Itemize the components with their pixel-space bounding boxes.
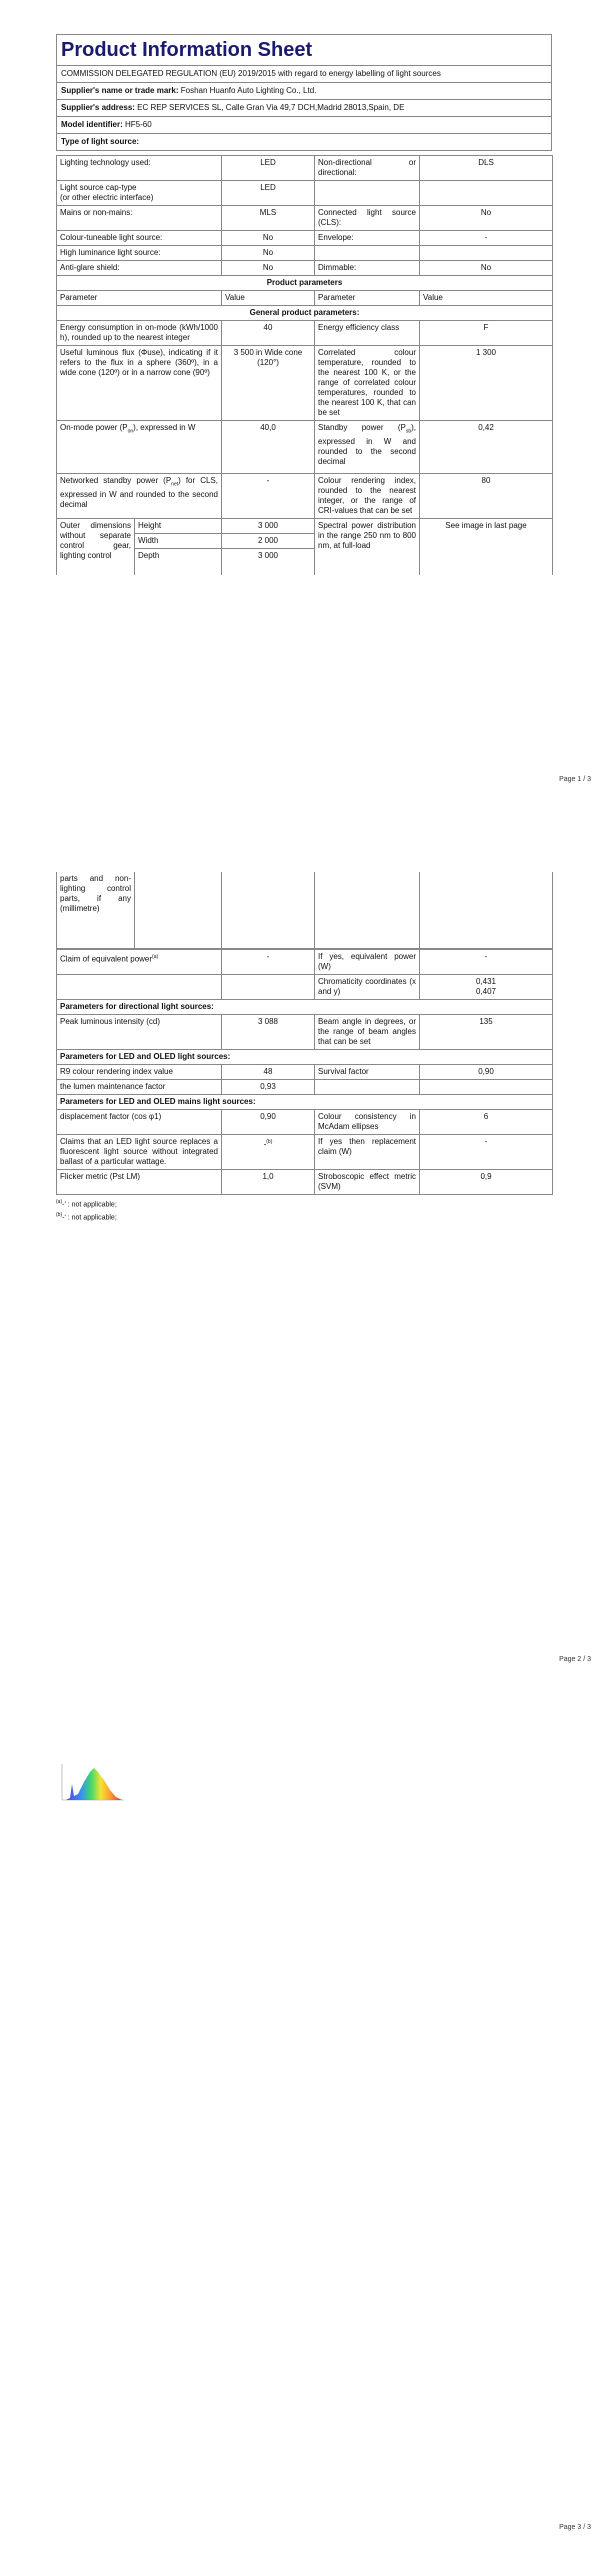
replacement-label: If yes then replacement claim (W) (315, 1135, 420, 1170)
standby-value: 0,42 (420, 421, 553, 474)
empty-cell (420, 181, 553, 206)
cap-type-line2: (or other electric interface) (60, 193, 154, 202)
table-row (57, 306, 553, 321)
claims-value (222, 1135, 315, 1170)
chromaticity-value (420, 975, 553, 1000)
beam-angle-label: Beam angle in degrees, or the range of beam angles that can be set (315, 1015, 420, 1050)
supplier-label: Supplier's name or trade mark: (61, 86, 179, 95)
dimmable-label: Dimmable: (315, 261, 420, 276)
page-number: Page 3 / 3 (559, 2524, 591, 2531)
depth-label: Depth (135, 549, 222, 576)
chromaticity-x: 0,431 (475, 977, 497, 986)
model-value: HF5-60 (125, 120, 152, 129)
tuneable-label: Colour-tuneable light source: (57, 231, 222, 246)
cls-value: No (420, 206, 553, 231)
spectrum-curve (66, 1768, 122, 1800)
table-row (57, 1015, 553, 1050)
on-mode-value: 40,0 (222, 421, 315, 474)
empty-cell (315, 1080, 420, 1095)
params-table-page2 (56, 949, 553, 1195)
cri-value: 80 (420, 474, 553, 519)
mains-label: Mains or non-mains: (57, 206, 222, 231)
standby-sub: sb (405, 428, 412, 435)
supplier-row (57, 83, 551, 100)
replacement-value: - (420, 1135, 553, 1170)
page-2-content (56, 872, 552, 1224)
efficiency-class-value: F (420, 321, 553, 346)
cap-type-line1: Light source cap-type (60, 183, 137, 192)
table-row (57, 1080, 553, 1095)
table-row (57, 231, 553, 246)
footnote-marker: (a) (56, 1199, 63, 1205)
type-table (56, 155, 553, 519)
cls-label: Connected light source (CLS): (315, 206, 420, 231)
on-mode-text-2: ), expressed in W (133, 423, 196, 432)
empty-cell (420, 1080, 553, 1095)
flux-value: 3 500 in Wide cone (120°) (222, 346, 315, 421)
footnote (56, 1197, 552, 1210)
mains-value: MLS (222, 206, 315, 231)
table-row (57, 421, 553, 474)
empty-cell (420, 872, 553, 949)
footnote-marker: (b) (56, 1212, 63, 1219)
equiv-power-label: If yes, equivalent power (W) (315, 950, 420, 975)
table-row (57, 1110, 553, 1135)
table-row (57, 950, 553, 975)
page-number: Page 2 / 3 (559, 1656, 591, 1663)
standby-text: Standby power (P (318, 423, 406, 432)
peak-label: Peak luminous intensity (cd) (57, 1015, 222, 1050)
empty-cell (420, 246, 553, 261)
spectral-distribution-graph (56, 1760, 126, 1806)
tech-label: Lighting technology used: (57, 156, 222, 181)
equiv-value: - (222, 950, 315, 975)
table-row (57, 156, 553, 181)
on-mode-sub: on (127, 428, 134, 435)
regulation-text: COMMISSION DELEGATED REGULATION (EU) 2019/2015 with regard to energy labelling of light sources (57, 66, 551, 83)
on-mode-text: On-mode power (P (60, 423, 128, 432)
table-row (57, 872, 553, 949)
cap-type-label (57, 181, 222, 206)
energy-label: Energy consumption in on-mode (kWh/1000 h), rounded up to the nearest integer (57, 321, 222, 346)
width-value: 2 000 (222, 534, 315, 549)
footnote (56, 1210, 552, 1223)
anti-glare-value: No (222, 261, 315, 276)
page-3 (0, 1720, 603, 2560)
table-row (57, 321, 553, 346)
table-row (57, 1000, 553, 1015)
model-row (57, 117, 551, 134)
empty-cell (135, 872, 222, 949)
r9-label: R9 colour rendering index value (57, 1065, 222, 1080)
table-row (57, 1095, 553, 1110)
envelope-value: - (420, 231, 553, 246)
table-row (57, 276, 553, 291)
networked-value: - (222, 474, 315, 519)
dimensions-table-part2 (56, 872, 553, 949)
flux-label: Useful luminous flux (Φuse), indicating if it refers to the flux in a sphere (360º), in a wide cone (120º) or in a narrow cone (90º) (57, 346, 222, 421)
page-title: Product Information Sheet (57, 35, 551, 66)
header-box (56, 34, 552, 151)
col-header-parameter: Parameter (57, 291, 222, 306)
beam-angle-value: 135 (420, 1015, 553, 1050)
width-label: Width (135, 534, 222, 549)
supplier-value: Foshan Huanfo Auto Lighting Co., Ltd. (180, 86, 317, 95)
table-row (57, 1065, 553, 1080)
svm-label: Stroboscopic effect metric (SVM) (315, 1170, 420, 1195)
table-row (57, 291, 553, 306)
envelope-label: Envelope: (315, 231, 420, 246)
col-header-parameter: Parameter (315, 291, 420, 306)
equiv-text: Claim of equivalent power (60, 954, 153, 964)
directional-label: Non-directional or directional: (315, 156, 420, 181)
efficiency-class-label: Energy efficiency class (315, 321, 420, 346)
displacement-value: 0,90 (222, 1110, 315, 1135)
dimensions-table-part1 (56, 519, 553, 575)
cap-type-value: LED (222, 181, 315, 206)
height-label: Height (135, 519, 222, 534)
high-luminance-label: High luminance light source: (57, 246, 222, 261)
cct-value: 1 300 (420, 346, 553, 421)
empty-cell (222, 975, 315, 1000)
networked-sub: net (171, 481, 179, 488)
table-row (57, 206, 553, 231)
claims-sup: (b) (266, 1139, 273, 1145)
page-2 (0, 860, 603, 1680)
colour-consistency-value: 6 (420, 1110, 553, 1135)
table-row (57, 975, 553, 1000)
anti-glare-label: Anti-glare shield: (57, 261, 222, 276)
dimensions-label-cont: parts and non-lighting control parts, if any (millimetre) (57, 872, 135, 949)
tuneable-value: No (222, 231, 315, 246)
survival-value: 0,90 (420, 1065, 553, 1080)
cct-label: Correlated colour temperature, rounded to the nearest 100 K, or the range of correlated colour temperatures, rounded to the nearest 100 K, that can be set (315, 346, 420, 421)
depth-value: 3 000 (222, 549, 315, 576)
standby-label (315, 421, 420, 474)
colour-consistency-label: Colour consistency in McAdam ellipses (315, 1110, 420, 1135)
footnote-text: -' : not applicable; (62, 1201, 117, 1209)
r9-value: 48 (222, 1065, 315, 1080)
directional-value: DLS (420, 156, 553, 181)
table-row (57, 346, 553, 421)
networked-label (57, 474, 222, 519)
equiv-label (57, 950, 222, 975)
equiv-power-value: - (420, 950, 553, 975)
page-1 (0, 0, 603, 820)
empty-cell (315, 872, 420, 949)
flicker-value: 1,0 (222, 1170, 315, 1195)
claims-label: Claims that an LED light source replaces a fluorescent light source without integrated ballast of a particular wattage. (57, 1135, 222, 1170)
table-row (57, 519, 553, 534)
table-row (57, 261, 553, 276)
displacement-label: displacement factor (cos φ1) (57, 1110, 222, 1135)
networked-text-2: ) for CLS, expressed in W and rounded to the second decimal (60, 476, 218, 509)
table-row (57, 1170, 553, 1195)
tech-value: LED (222, 156, 315, 181)
address-label: Supplier's address: (61, 103, 135, 112)
networked-text: Networked standby power (P (60, 476, 172, 485)
lumen-maintenance-value: 0,93 (222, 1080, 315, 1095)
table-row (57, 1050, 553, 1065)
standby-text-2: ), expressed in W and rounded to the second decimal (318, 423, 416, 466)
type-label: Type of light source: (61, 137, 140, 146)
col-header-value: Value (222, 291, 315, 306)
equiv-sup: (a) (152, 954, 159, 960)
table-row (57, 181, 553, 206)
peak-value: 3 088 (222, 1015, 315, 1050)
claims-dash: - (263, 1139, 267, 1149)
model-label: Model identifier: (61, 120, 123, 129)
directional-section-title: Parameters for directional light sources: (57, 1000, 553, 1015)
empty-cell (57, 975, 222, 1000)
height-value: 3 000 (222, 519, 315, 534)
mains-section-title: Parameters for LED and OLED mains light sources: (57, 1095, 553, 1110)
table-row (57, 246, 553, 261)
dimensions-label: Outer dimensions without separate control gear, lighting control (57, 519, 135, 575)
empty-cell (315, 246, 420, 261)
spectral-value: See image in last page (420, 519, 553, 575)
high-luminance-value: No (222, 246, 315, 261)
address-value: EC REP SERVICES SL, Calle Gran Via 49,7 DCH,Madrid 28013,Spain, DE (137, 103, 405, 112)
on-mode-label (57, 421, 222, 474)
flicker-label: Flicker metric (Pst LM) (57, 1170, 222, 1195)
header-block (56, 34, 552, 575)
led-section-title: Parameters for LED and OLED light sources: (57, 1050, 553, 1065)
general-parameters-title: General product parameters: (57, 306, 553, 321)
type-row (57, 134, 551, 150)
dimmable-value: No (420, 261, 553, 276)
svm-value: 0,9 (420, 1170, 553, 1195)
address-row (57, 100, 551, 117)
lumen-maintenance-label: the lumen maintenance factor (57, 1080, 222, 1095)
cri-label: Colour rendering index, rounded to the nearest integer, or the range of CRI-values that can be set (315, 474, 420, 519)
spectral-label: Spectral power distribution in the range 250 nm to 800 nm, at full-load (315, 519, 420, 575)
empty-cell (315, 181, 420, 206)
product-parameters-title: Product parameters (57, 276, 553, 291)
footnote-text: -' : not applicable; (62, 1214, 117, 1222)
energy-value: 40 (222, 321, 315, 346)
survival-label: Survival factor (315, 1065, 420, 1080)
chromaticity-y: 0,407 (475, 987, 497, 996)
page-number: Page 1 / 3 (559, 776, 591, 783)
table-row (57, 474, 553, 519)
col-header-value: Value (420, 291, 553, 306)
table-row (57, 1135, 553, 1170)
empty-cell (222, 872, 315, 949)
chromaticity-label: Chromaticity coordinates (x and y) (315, 975, 420, 1000)
